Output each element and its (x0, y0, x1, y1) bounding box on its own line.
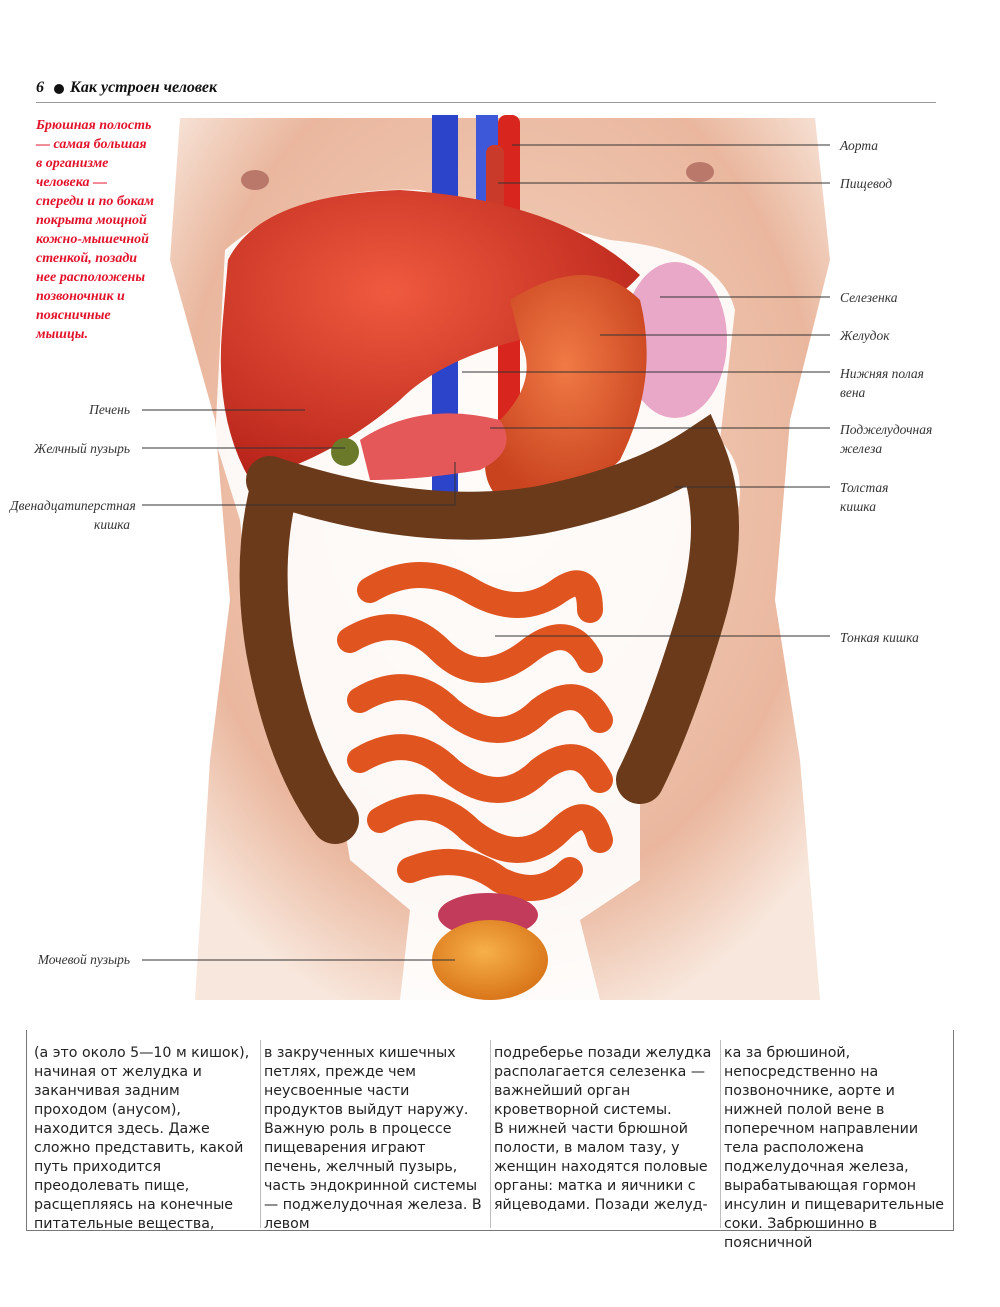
text-column-2 (264, 1044, 486, 1234)
intro-text: Брюшная полость — самая большая в организме человека — спереди и по бокам покрыта мощной кожно-мышечной стенкой, позади нее расположены позвоночник и поясничные мышцы. (36, 118, 155, 342)
text-column-3 (494, 1044, 716, 1215)
column-4-text: ка за брюшиной, непосредственно на позвоночнике, аорте и нижней полой вене в поперечном направлении тела расположена поджелудочная железа, вырабатывающая гормон инсулин и пищеварительные соки. Забрюшинно в поясничной (724, 1045, 944, 1251)
label-esophagus: Пищевод (840, 176, 893, 191)
text-column-4 (724, 1044, 946, 1253)
nipple-right (686, 162, 714, 182)
label-vena-cava: Нижняя полая вена (840, 366, 924, 400)
text-column-1 (34, 1044, 256, 1234)
label-gallbladder: Желчный пузырь (33, 441, 130, 456)
gallbladder-shape (331, 438, 359, 466)
section-title: Как устроен человек (70, 79, 218, 96)
page-number: 6 (36, 79, 44, 96)
column-divider (720, 1040, 721, 1228)
column-divider (490, 1040, 491, 1228)
label-spleen: Селезенка (840, 290, 898, 305)
column-1-text: (а это около 5—10 м кишок), начиная от желудка и заканчивая задним проходом (анусом), находится здесь. Даже сложно представить, какой путь приходится преодолевать пище, расщепляясь на конечные питательные вещества, (34, 1045, 250, 1232)
label-pancreas: Поджелудочная железа (840, 422, 933, 456)
label-duodenum: Двенадцатиперстная кишка (10, 498, 136, 532)
column-divider (260, 1040, 261, 1228)
label-aorta: Аорта (840, 138, 879, 153)
label-liver: Печень (89, 402, 130, 417)
nipple-left (241, 170, 269, 190)
label-stomach: Желудок (840, 328, 890, 343)
label-bladder: Мочевой пузырь (37, 952, 130, 967)
label-colon: Толстая кишка (840, 480, 889, 514)
label-small-intestine: Тонкая кишка (840, 630, 919, 645)
column-3-text: подреберье позади желудка располагается селезенка — важнейший орган кроветворной системы. В нижней части брюшной полости, в малом тазу, у женщин находятся половые органы: матка и яичники с яйцеводами. Позади желуд- (494, 1045, 712, 1213)
column-2-text: в закрученных кишечных петлях, прежде чем неусвоенные части продуктов выйдут наружу. Важную роль в процессе пищеварения играют печень, желчный пузырь, часть эндокринной системы — поджелудочная железа. В левом (264, 1045, 482, 1232)
